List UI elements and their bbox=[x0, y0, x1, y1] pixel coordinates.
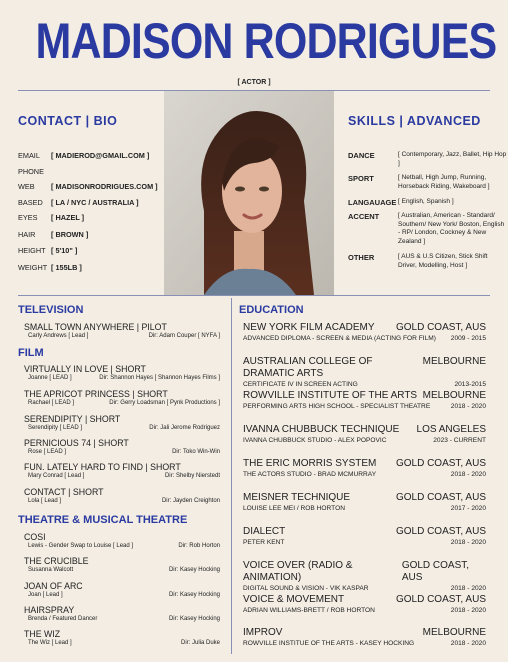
section-divider bbox=[18, 295, 490, 296]
credit-entry bbox=[24, 629, 220, 647]
credit-details bbox=[24, 497, 220, 505]
actor-role: [ ACTOR ] bbox=[237, 79, 271, 86]
contact-heading: CONTACT | BIO bbox=[18, 114, 118, 128]
contact-row bbox=[18, 246, 77, 258]
education-entry bbox=[243, 492, 486, 514]
credit-title: VIRTUALLY IN LOVE | SHORT bbox=[24, 364, 146, 374]
credit-role: Lewis - Gender Swap to Louise [ Lead ] bbox=[28, 543, 134, 549]
course-name: LOUISE LEE MEI / ROB HORTON bbox=[243, 505, 345, 512]
course-name: PERFORMING ARTS HIGH SCHOOL - SPECIALIST THEATRE bbox=[243, 403, 431, 410]
school-location: GOLD COAST, AUS bbox=[395, 492, 486, 503]
education-main bbox=[243, 560, 486, 584]
credit-entry bbox=[24, 581, 220, 599]
skill-label: ACCENT bbox=[348, 212, 380, 221]
contact-value: [ MADIEROD@GMAIL.COM ] bbox=[51, 151, 150, 160]
contact-label: HAIR bbox=[18, 230, 36, 239]
credit-details bbox=[24, 448, 220, 456]
credit-director: Dir: Kasey Hocking bbox=[168, 567, 220, 573]
credit-title: PERNICIOUS 74 | SHORT bbox=[24, 438, 129, 448]
skill-value: [ AUS & U.S Citizen, Stick Shift Driver, Modelling, Host ] bbox=[398, 253, 488, 269]
education-entry bbox=[243, 526, 486, 548]
course-years: 2018 - 2020 bbox=[450, 403, 486, 410]
credit-role: Brenda / Featured Dancer bbox=[28, 616, 98, 622]
credit-details bbox=[24, 472, 220, 480]
contact-row bbox=[18, 230, 88, 242]
contact-row bbox=[18, 182, 158, 194]
credit-director: Dir: Kasey Hocking bbox=[168, 616, 220, 622]
contact-label: HEIGHT bbox=[18, 246, 46, 255]
credit-title: THE WIZ bbox=[24, 629, 61, 639]
contact-label: PHONE bbox=[18, 167, 44, 176]
education-sub bbox=[243, 504, 486, 514]
contact-value: [ LA / NYC / AUSTRALIA ] bbox=[51, 198, 139, 207]
credit-details bbox=[24, 639, 220, 647]
skill-label: LANGAUAGE bbox=[348, 198, 397, 207]
education-sub bbox=[243, 606, 486, 616]
course-name: ROWVILLE INSTITUE OF THE ARTS - KASEY HOCKING bbox=[243, 640, 415, 647]
education-sub bbox=[243, 402, 486, 412]
education-entry bbox=[243, 356, 486, 390]
school-location: GOLD COAST, AUS bbox=[395, 458, 486, 469]
credit-director: Dir: Jayden Creighton bbox=[161, 498, 220, 504]
credit-role: Rose [ LEAD ] bbox=[28, 449, 67, 455]
school-location: GOLD COAST, AUS bbox=[401, 560, 470, 583]
course-years: 2018 - 2020 bbox=[450, 585, 486, 592]
contact-label: BASED bbox=[18, 198, 43, 207]
school-location: GOLD COAST, AUS bbox=[395, 526, 486, 537]
credit-title: THE CRUCIBLE bbox=[24, 556, 89, 566]
credit-details bbox=[24, 332, 220, 340]
contact-row bbox=[18, 167, 51, 179]
credit-director: Dir: Kasey Hocking bbox=[168, 592, 220, 598]
credit-director: Dir: Rob Horton bbox=[178, 543, 220, 549]
credit-role: Serendipity [ LEAD ] bbox=[28, 425, 83, 431]
education-main bbox=[243, 322, 486, 334]
education-main bbox=[243, 492, 486, 504]
school-name: VOICE & MOVEMENT bbox=[243, 594, 345, 605]
course-name: PETER KENT bbox=[243, 539, 285, 546]
credit-entry bbox=[24, 322, 220, 340]
credit-role: Lola [ Lead ] bbox=[28, 498, 62, 504]
school-location: MELBOURNE bbox=[422, 356, 486, 367]
education-sub bbox=[243, 584, 486, 594]
credit-entry bbox=[24, 364, 220, 382]
credit-title: HAIRSPRAY bbox=[24, 605, 75, 615]
contact-label: WEB bbox=[18, 182, 35, 191]
school-location: GOLD COAST, AUS bbox=[395, 594, 486, 605]
skill-value: [ Netball, High Jump, Running, Horseback Riding, Wakeboard ] bbox=[398, 174, 490, 190]
credit-entry bbox=[24, 556, 220, 574]
credit-details bbox=[24, 542, 220, 550]
education-sub bbox=[243, 538, 486, 548]
skill-label: SPORT bbox=[348, 174, 374, 183]
school-name: ROWVILLE INSTITUTE OF THE ARTS bbox=[243, 390, 418, 401]
credit-entry bbox=[24, 462, 220, 480]
contact-value: [ BROWN ] bbox=[51, 230, 89, 239]
school-name: IVANNA CHUBBUCK TECHNIQUE bbox=[243, 424, 400, 435]
contact-row bbox=[18, 263, 82, 275]
education-sub bbox=[243, 470, 486, 480]
course-years: 2018 - 2020 bbox=[450, 471, 486, 478]
education-entry bbox=[243, 458, 486, 480]
education-sub bbox=[243, 436, 486, 446]
education-main bbox=[243, 526, 486, 538]
course-name: THE ACTORS STUDIO - BRAD MCMURRAY bbox=[243, 471, 377, 478]
contact-value: [ HAZEL ] bbox=[51, 213, 85, 222]
course-name: DIGITAL SOUND & VISION - VIK KASPAR bbox=[243, 585, 369, 592]
contact-value: [ 5'10" ] bbox=[51, 246, 78, 255]
credit-title: THE APRICOT PRINCESS | SHORT bbox=[24, 389, 168, 399]
theatre-heading: THEATRE & MUSICAL THEATRE bbox=[18, 514, 188, 526]
credit-director: Dir: Shelby Nierstedt bbox=[164, 473, 220, 479]
credit-role: Carly Andrews [ Lead ] bbox=[28, 333, 89, 339]
credit-entry bbox=[24, 389, 220, 407]
credit-entry bbox=[24, 414, 220, 432]
course-name: IVANNA CHUBBUCK STUDIO - ALEX POPOVIC bbox=[243, 437, 387, 444]
actor-name: MADISON RODRIGUES bbox=[35, 13, 497, 69]
credit-role: Mary Conrad [ Lead ] bbox=[28, 473, 85, 479]
education-main bbox=[243, 458, 486, 470]
credit-director: Dir: Gerry Loadsman [ Pynk Productions ] bbox=[109, 400, 220, 406]
contact-label: WEIGHT bbox=[18, 263, 48, 272]
credit-title: SMALL TOWN ANYWHERE | PILOT bbox=[24, 322, 167, 332]
course-years: 2017 - 2020 bbox=[450, 505, 486, 512]
education-entry bbox=[243, 322, 486, 344]
course-years: 2018 - 2020 bbox=[450, 640, 486, 647]
skill-value: [ Contemporary, Jazz, Ballet, Hip Hop ] bbox=[398, 151, 507, 167]
course-years: 2023 - CURRENT bbox=[433, 437, 486, 444]
credit-title: JOAN OF ARC bbox=[24, 581, 83, 591]
credit-director: Dir: Shannon Hayes [ Shannon Hayes Films ] bbox=[99, 375, 220, 381]
credit-role: The Wiz [ Lead ] bbox=[28, 640, 72, 646]
credit-role: Joanne [ LEAD ] bbox=[28, 375, 72, 381]
course-years: 2018 - 2020 bbox=[450, 607, 486, 614]
education-sub bbox=[243, 380, 486, 390]
school-location: MELBOURNE bbox=[422, 627, 486, 638]
credit-details bbox=[24, 424, 220, 432]
skill-label: DANCE bbox=[348, 151, 375, 160]
course-years: 2013-2015 bbox=[454, 381, 486, 388]
school-name: DIALECT bbox=[243, 526, 286, 537]
education-entry bbox=[243, 594, 486, 616]
education-main bbox=[243, 356, 486, 380]
course-name: ADRIAN WILLIAMS-BRETT / ROB HORTON bbox=[243, 607, 375, 614]
credit-details bbox=[24, 615, 220, 623]
education-entry bbox=[243, 560, 486, 594]
education-heading: EDUCATION bbox=[239, 304, 304, 316]
credit-director: Dir: Julia Duke bbox=[180, 640, 220, 646]
course-name: CERTIFICATE IV IN SCREEN ACTING bbox=[243, 381, 358, 388]
television-heading: TELEVISION bbox=[18, 304, 84, 316]
credit-title: COSI bbox=[24, 532, 46, 542]
school-name: AUSTRALIAN COLLEGE OF DRAMATIC ARTS bbox=[243, 356, 373, 379]
contact-value: [ 155LB ] bbox=[51, 263, 82, 272]
credit-title: CONTACT | SHORT bbox=[24, 487, 104, 497]
education-main bbox=[243, 627, 486, 639]
education-sub bbox=[243, 639, 486, 649]
course-name: ADVANCED DIPLOMA - SCREEN & MEDIA (ACTING FOR FILM) bbox=[243, 335, 436, 342]
education-entry bbox=[243, 390, 486, 412]
education-sub bbox=[243, 334, 486, 344]
school-name: THE ERIC MORRIS SYSTEM bbox=[243, 458, 377, 469]
contact-label: EYES bbox=[18, 213, 38, 222]
credit-entry bbox=[24, 605, 220, 623]
film-heading: FILM bbox=[18, 347, 44, 359]
school-location: LOS ANGELES bbox=[416, 424, 486, 435]
education-main bbox=[243, 594, 486, 606]
credit-director: Dir: Jali Jerome Rodriguez bbox=[149, 425, 220, 431]
credit-entry bbox=[24, 438, 220, 456]
column-divider bbox=[231, 298, 232, 654]
contact-row bbox=[18, 151, 149, 163]
credit-director: Dir: Adam Couper [ NYFA ] bbox=[148, 333, 220, 339]
credit-entry bbox=[24, 532, 220, 550]
skills-heading: SKILLS | ADVANCED bbox=[348, 114, 481, 128]
credit-details bbox=[24, 374, 220, 382]
education-main bbox=[243, 390, 486, 402]
education-entry bbox=[243, 424, 486, 446]
credit-details bbox=[24, 591, 220, 599]
credit-details bbox=[24, 566, 220, 574]
contact-value: [ MADISONRODRIGUES.COM ] bbox=[51, 182, 158, 191]
school-name: IMPROV bbox=[243, 627, 283, 638]
credit-title: FUN. LATELY HARD TO FIND | SHORT bbox=[24, 462, 181, 472]
contact-label: EMAIL bbox=[18, 151, 40, 160]
credit-title: SERENDIPITY | SHORT bbox=[24, 414, 121, 424]
school-name: VOICE OVER (RADIO & ANIMATION) bbox=[243, 560, 353, 583]
school-location: GOLD COAST, AUS bbox=[395, 322, 486, 333]
credit-details bbox=[24, 399, 220, 407]
course-years: 2018 - 2020 bbox=[450, 539, 486, 546]
credit-role: Joan [ Lead ] bbox=[28, 592, 63, 598]
education-entry bbox=[243, 627, 486, 649]
school-name: MEISNER TECHNIQUE bbox=[243, 492, 351, 503]
contact-row bbox=[18, 198, 139, 210]
credit-role: Rachael [ LEAD ] bbox=[28, 400, 75, 406]
contact-row bbox=[18, 213, 84, 225]
skill-value: [ English, Spanish ] bbox=[398, 198, 454, 205]
skill-label: OTHER bbox=[348, 253, 375, 262]
credit-entry bbox=[24, 487, 220, 505]
credit-role: Susanna Walcott bbox=[28, 567, 74, 573]
school-name: NEW YORK FILM ACADEMY bbox=[243, 322, 375, 333]
credit-director: Dir: Toko Win-Win bbox=[172, 449, 220, 455]
school-location: MELBOURNE bbox=[422, 390, 486, 401]
skill-value: [ Australian, American - Standard/ Southern/ New York/ Boston, English - RP/ London, Cockney & New Zealand ] bbox=[398, 212, 505, 245]
headshot-photo bbox=[164, 91, 334, 295]
education-main bbox=[243, 424, 486, 436]
course-years: 2009 - 2015 bbox=[450, 335, 486, 342]
